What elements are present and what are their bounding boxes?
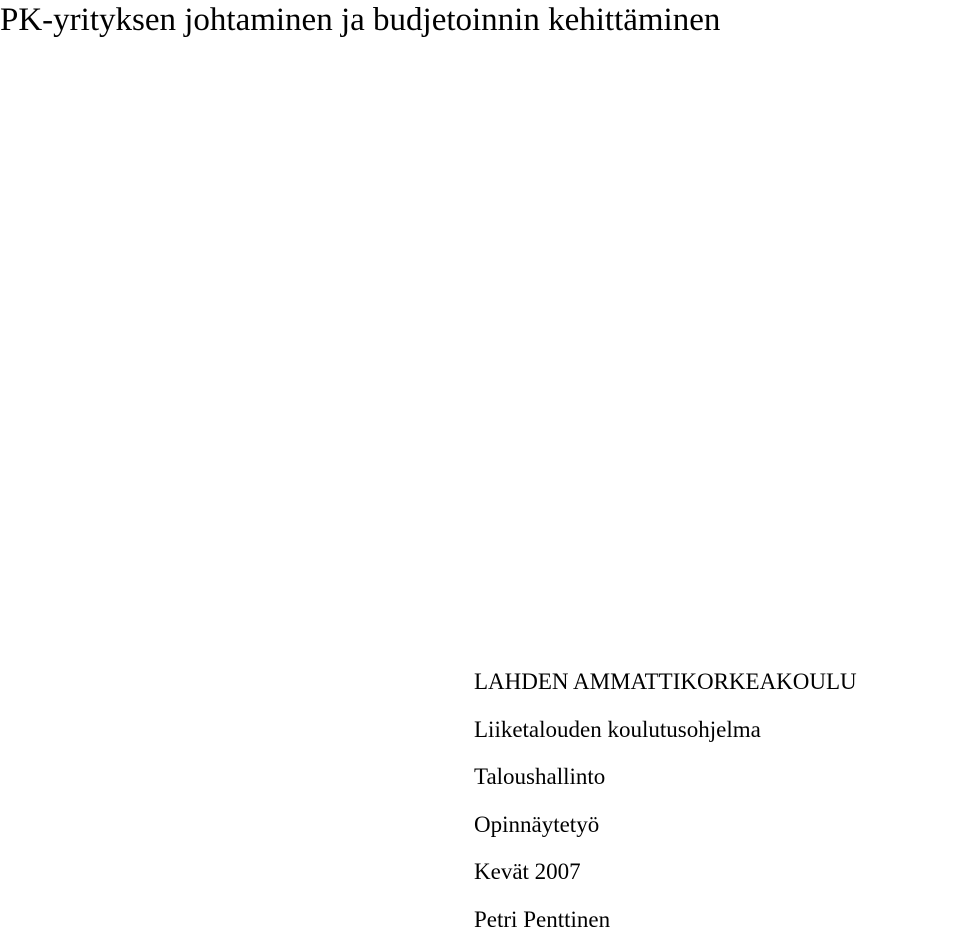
specialisation: Taloushallinto [474,753,857,801]
institution-name: LAHDEN AMMATTIKORKEAKOULU [474,658,857,706]
document-type: Opinnäytetyö [474,801,857,849]
degree-programme: Liiketalouden koulutusohjelma [474,706,857,754]
title-page-info-block [474,658,857,943]
semester: Kevät 2007 [474,848,857,896]
document-title: PK-yrityksen johtaminen ja budjetoinnin kehittäminen [0,0,720,40]
author-name: Petri Penttinen [474,896,857,943]
